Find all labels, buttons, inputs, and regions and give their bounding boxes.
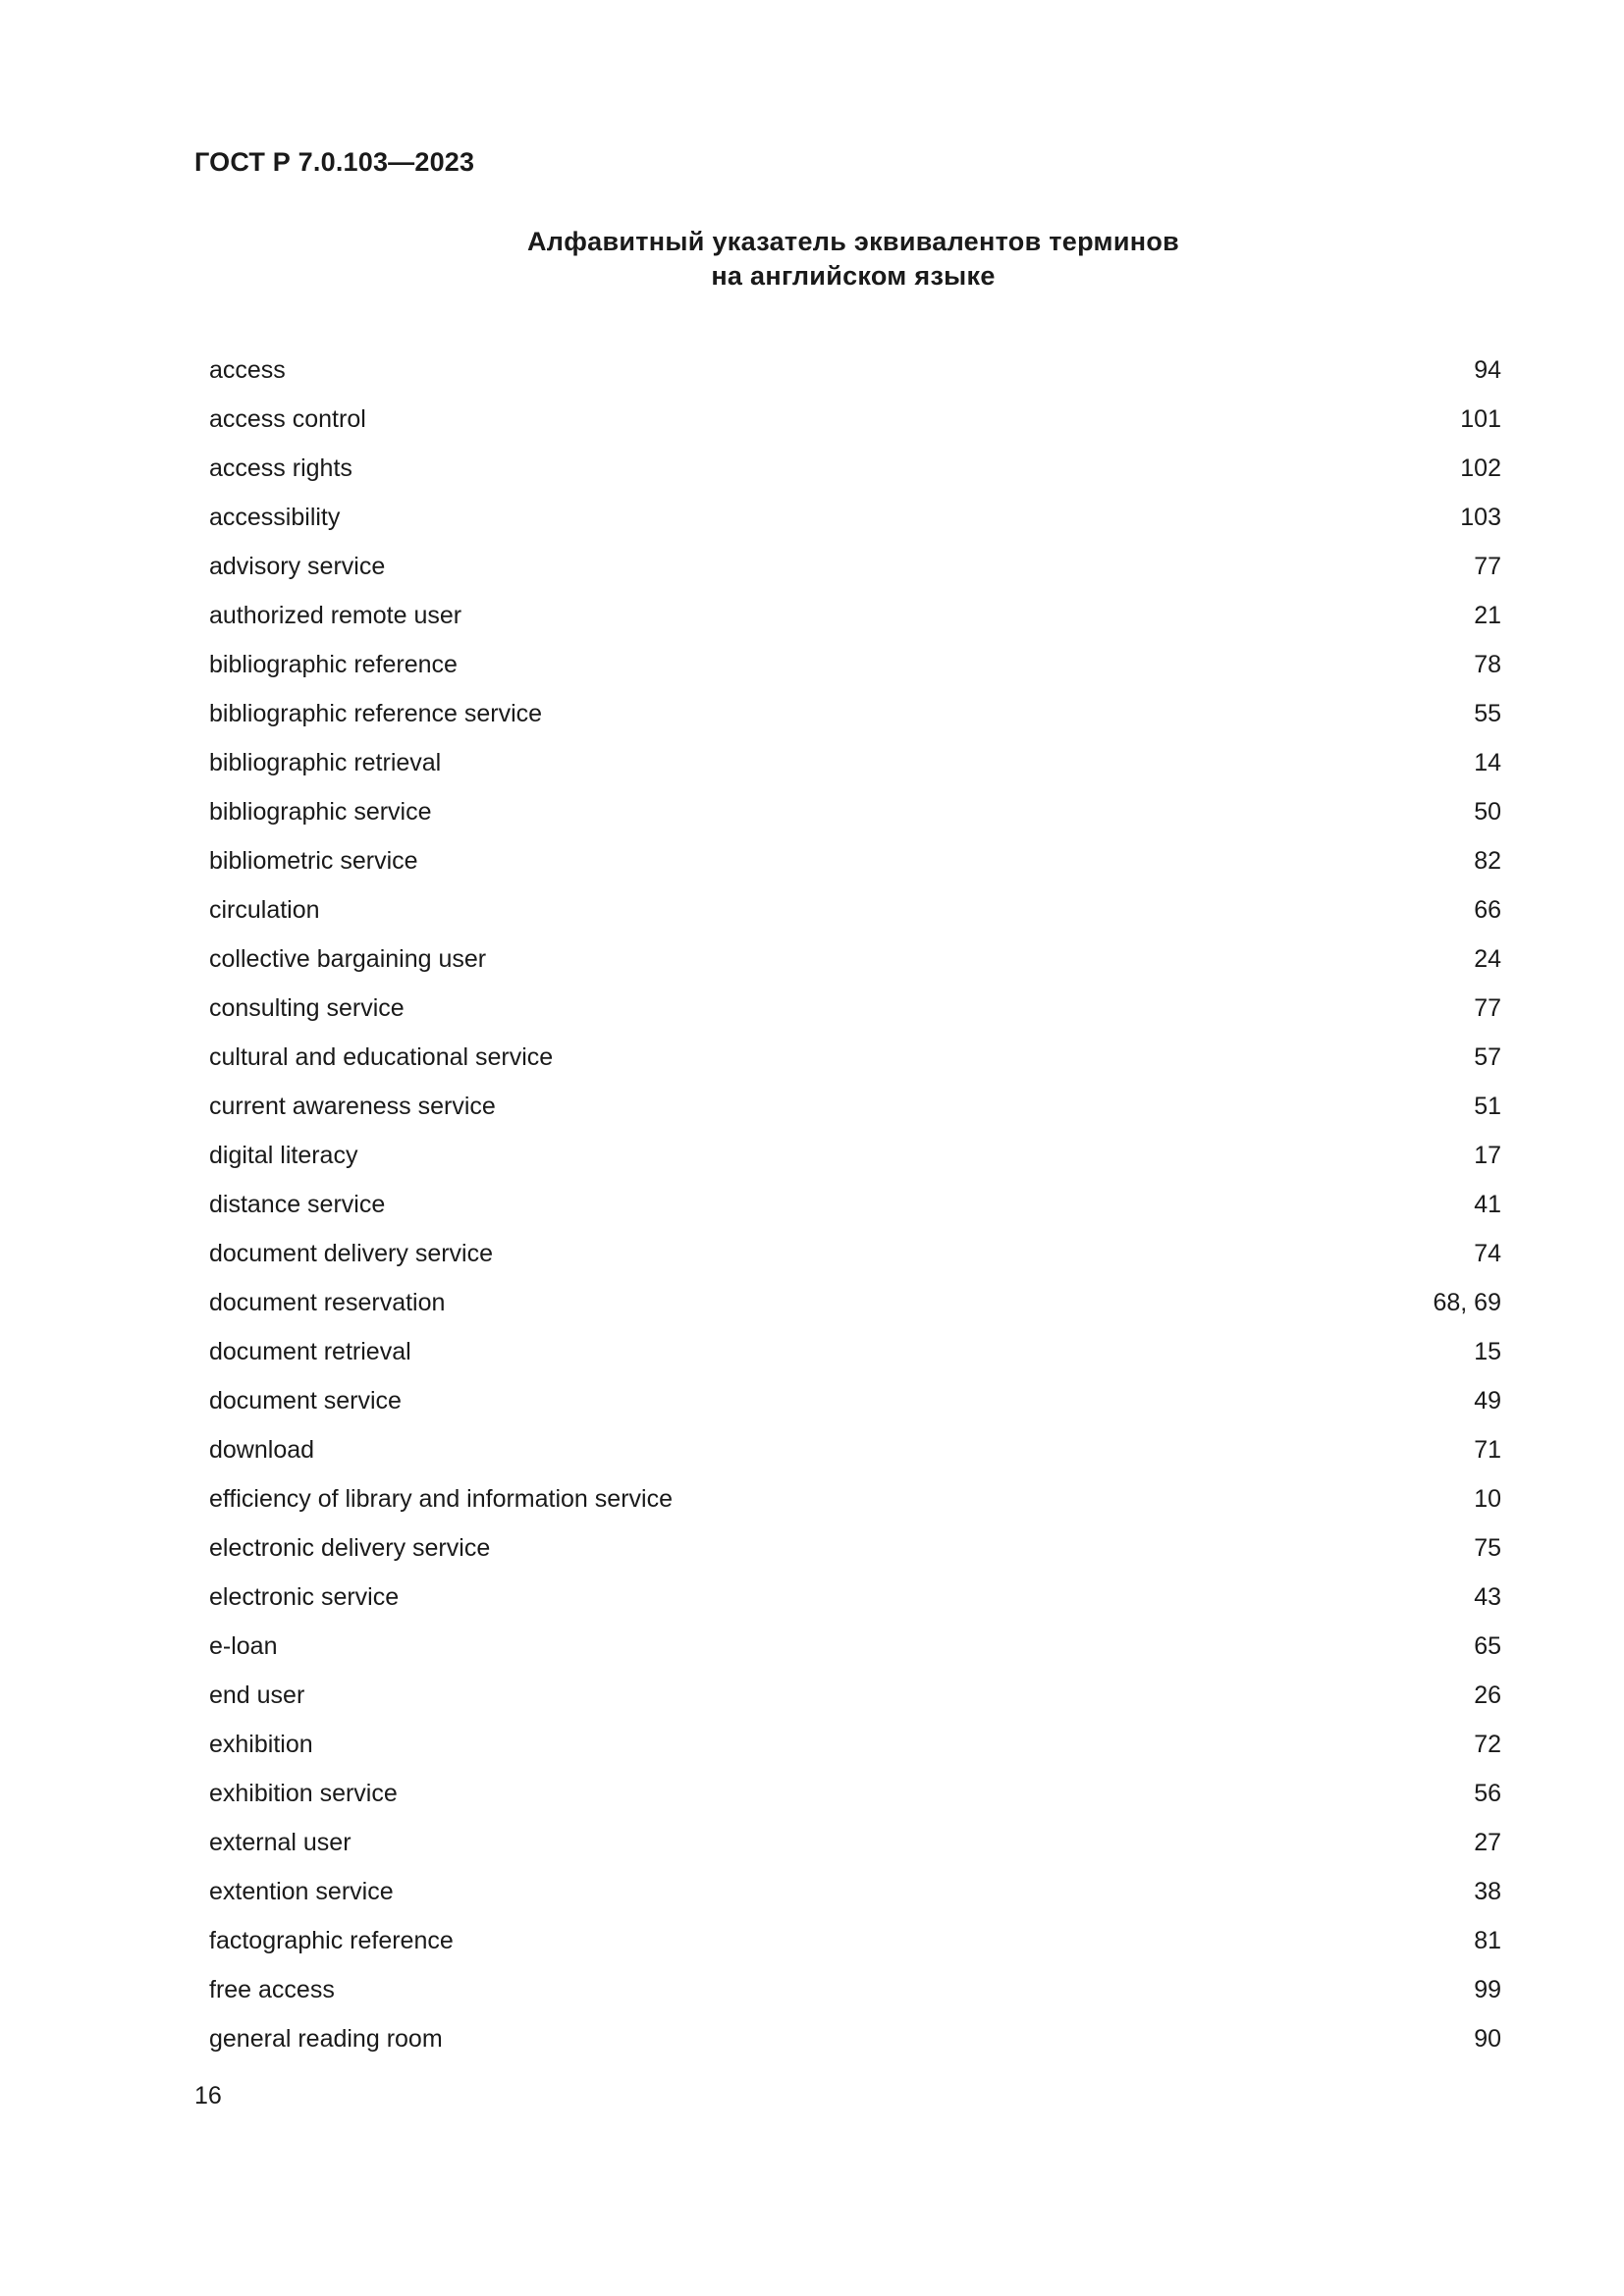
- index-entry: [209, 591, 1501, 640]
- index-term-number: 27: [1474, 1829, 1501, 1856]
- index-entry: [209, 1769, 1501, 1818]
- index-term: cultural and educational service: [209, 1043, 554, 1071]
- index-term: document reservation: [209, 1289, 446, 1316]
- index-entry: [209, 1229, 1501, 1278]
- index-entry: [209, 444, 1501, 493]
- index-entry: [209, 1082, 1501, 1131]
- index-term-number: 17: [1474, 1142, 1501, 1169]
- index-term-number: 66: [1474, 896, 1501, 924]
- index-entry: [209, 1720, 1501, 1769]
- index-entry: [209, 1033, 1501, 1082]
- index-term: access control: [209, 405, 366, 433]
- index-entry: [209, 1474, 1501, 1523]
- index-entry: [209, 493, 1501, 542]
- index-term: document retrieval: [209, 1338, 411, 1365]
- index-term-number: 82: [1474, 847, 1501, 875]
- index-term: exhibition: [209, 1731, 313, 1758]
- index-term: circulation: [209, 896, 320, 924]
- index-term-number: 49: [1474, 1387, 1501, 1415]
- index-term-number: 75: [1474, 1534, 1501, 1562]
- index-term: advisory service: [209, 553, 386, 580]
- index-term: bibliographic service: [209, 798, 432, 826]
- index-term: bibliographic reference service: [209, 700, 543, 727]
- index-title: [194, 225, 1512, 294]
- index-term: exhibition service: [209, 1780, 398, 1807]
- index-entry: [209, 1180, 1501, 1229]
- index-title-line-2: на английском языке: [711, 261, 996, 291]
- index-entry: [209, 1523, 1501, 1573]
- index-term: bibliographic retrieval: [209, 749, 442, 776]
- index-term-number: 10: [1474, 1485, 1501, 1513]
- index-term-number: 57: [1474, 1043, 1501, 1071]
- index-entry: [209, 1818, 1501, 1867]
- index-term-number: 14: [1474, 749, 1501, 776]
- index-term: electronic service: [209, 1583, 400, 1611]
- index-entry: [209, 1327, 1501, 1376]
- index-entry: [209, 1278, 1501, 1327]
- index-entry: [209, 984, 1501, 1033]
- index-entry: [209, 1965, 1501, 2014]
- index-term-number: 56: [1474, 1780, 1501, 1807]
- index-term-number: 55: [1474, 700, 1501, 727]
- index-term: e-loan: [209, 1632, 278, 1660]
- index-term-number: 103: [1460, 504, 1501, 531]
- index-entry: [209, 1622, 1501, 1671]
- index-term: consulting service: [209, 994, 405, 1022]
- index-term-number: 71: [1474, 1436, 1501, 1464]
- index-term-number: 26: [1474, 1682, 1501, 1709]
- index-entry: [209, 395, 1501, 444]
- index-entry: [209, 787, 1501, 836]
- index-term-number: 99: [1474, 1976, 1501, 2003]
- index-entry: [209, 1573, 1501, 1622]
- index-term-number: 94: [1474, 356, 1501, 384]
- index-term-number: 65: [1474, 1632, 1501, 1660]
- index-term-number: 90: [1474, 2025, 1501, 2053]
- index-entry: [209, 689, 1501, 738]
- index-term-number: 68, 69: [1433, 1289, 1501, 1316]
- index-entry: [209, 1425, 1501, 1474]
- index-term: digital literacy: [209, 1142, 358, 1169]
- index-term-number: 77: [1474, 553, 1501, 580]
- index-term: extention service: [209, 1878, 394, 1905]
- index-entry: [209, 1916, 1501, 1965]
- index-term: electronic delivery service: [209, 1534, 491, 1562]
- index-term: external user: [209, 1829, 352, 1856]
- index-entry: [209, 542, 1501, 591]
- index-term: access: [209, 356, 286, 384]
- index-term-number: 50: [1474, 798, 1501, 826]
- index-term-number: 102: [1460, 454, 1501, 482]
- index-entry: [209, 885, 1501, 934]
- index-term: document service: [209, 1387, 402, 1415]
- index-term: download: [209, 1436, 315, 1464]
- term-index-list: [209, 346, 1501, 2063]
- index-entry: [209, 738, 1501, 787]
- index-term-number: 78: [1474, 651, 1501, 678]
- index-term: current awareness service: [209, 1093, 496, 1120]
- index-entry: [209, 1671, 1501, 1720]
- index-term: distance service: [209, 1191, 386, 1218]
- index-term-number: 72: [1474, 1731, 1501, 1758]
- index-term-number: 41: [1474, 1191, 1501, 1218]
- index-term: free access: [209, 1976, 335, 2003]
- index-term-number: 43: [1474, 1583, 1501, 1611]
- page-number: 16: [194, 2082, 222, 2109]
- index-term: bibliographic reference: [209, 651, 458, 678]
- index-term-number: 51: [1474, 1093, 1501, 1120]
- index-term-number: 24: [1474, 945, 1501, 973]
- index-entry: [209, 1376, 1501, 1425]
- index-entry: [209, 2014, 1501, 2063]
- index-term-number: 15: [1474, 1338, 1501, 1365]
- index-title-line-1: Алфавитный указатель эквивалентов терминов: [526, 227, 1180, 256]
- index-entry: [209, 1867, 1501, 1916]
- index-entry: [209, 346, 1501, 395]
- index-term: accessibility: [209, 504, 341, 531]
- index-term: general reading room: [209, 2025, 443, 2053]
- index-term-number: 38: [1474, 1878, 1501, 1905]
- index-entry: [209, 934, 1501, 984]
- index-entry: [209, 640, 1501, 689]
- index-term-number: 81: [1474, 1927, 1501, 1954]
- index-term: authorized remote user: [209, 602, 462, 629]
- index-term: access rights: [209, 454, 352, 482]
- standard-id: ГОСТ Р 7.0.103—2023: [194, 147, 475, 177]
- index-entry: [209, 1131, 1501, 1180]
- index-term: efficiency of library and information service: [209, 1485, 673, 1513]
- index-entry: [209, 836, 1501, 885]
- index-term-number: 101: [1460, 405, 1501, 433]
- index-term-number: 77: [1474, 994, 1501, 1022]
- index-term: collective bargaining user: [209, 945, 487, 973]
- index-term: end user: [209, 1682, 305, 1709]
- index-term-number: 74: [1474, 1240, 1501, 1267]
- index-term: bibliometric service: [209, 847, 418, 875]
- index-term: factographic reference: [209, 1927, 454, 1954]
- index-term-number: 21: [1474, 602, 1501, 629]
- index-term: document delivery service: [209, 1240, 494, 1267]
